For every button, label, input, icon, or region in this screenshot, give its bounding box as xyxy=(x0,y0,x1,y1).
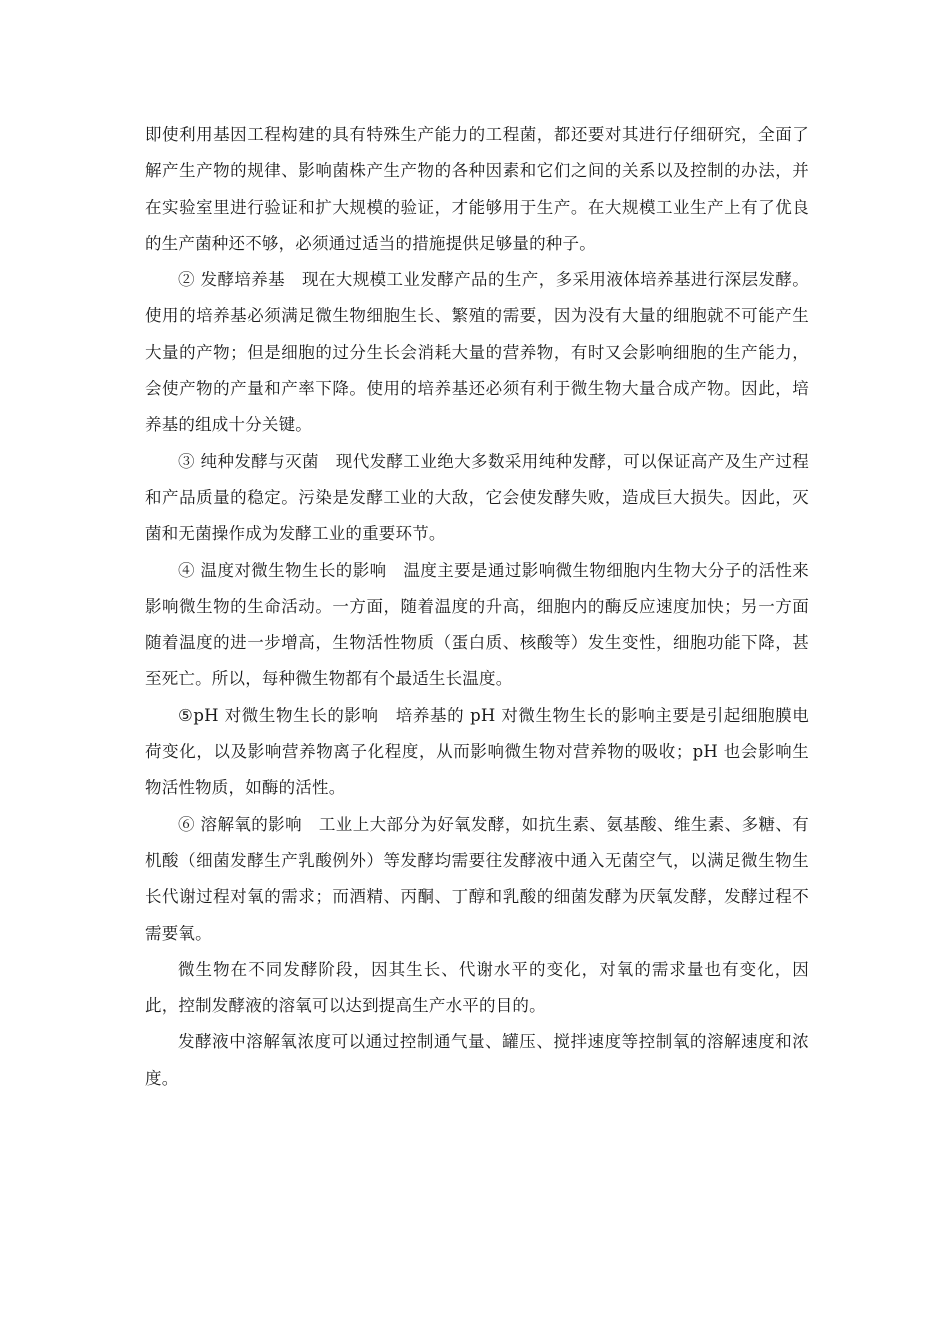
paragraph-oxygen-control: 发酵液中溶解氧浓度可以通过控制通气量、罐压、搅拌速度等控制氧的溶解速度和浓度。 xyxy=(145,1032,809,1088)
paragraph-dissolved-oxygen: ⑥ 溶解氧的影响 工业上大部分为好氧发酵，如抗生素、氨基酸、维生素、多糖、有机酸（细菌发酵生产乳酸例外）等发酵均需要往发酵液中通入无菌空气，以满足微生物生长代谢过程对氧的需求；而酒精、丙酮、丁醇和乳酸的细菌发酵为厌氧发酵，发酵过程不需要氧。 xyxy=(145,814,809,943)
paragraph-fermentation-medium: ② 发酵培养基 现在大规模工业发酵产品的生产，多采用液体培养基进行深层发酵。使用的培养基必须满足微生物细胞生长、繁殖的需要，因为没有大量的细胞就不可能产生大量的产物；但是细胞的过分生长会消耗大量的营养物，有时又会影响细胞的生产能力，会使产物的产量和产率下降。使用的培养基还必须有利于微生物大量合成产物。因此，培养基的组成十分关键。 xyxy=(145,270,809,435)
paragraph-ph-effect: ⑤pH 对微生物生长的影响 培养基的 pH 对微生物生长的影响主要是引起细胞膜电荷变化，以及影响营养物离子化程度，从而影响微生物对营养物的吸收；pH 也会影响生物活性物质，如酶的活性。 xyxy=(145,705,809,798)
paragraph-oxygen-demand-stages: 微生物在不同发酵阶段，因其生长、代谢水平的变化，对氧的需求量也有变化，因此，控制发酵液的溶氧可以达到提高生产水平的目的。 xyxy=(145,959,809,1016)
document-body xyxy=(145,117,809,1097)
paragraph-pure-culture-sterilization: ③ 纯种发酵与灭菌 现代发酵工业绝大多数采用纯种发酵，可以保证高产及生产过程和产品质量的稳定。污染是发酵工业的大敌，它会使发酵失败，造成巨大损失。因此，灭菌和无菌操作成为发酵工业的重要环节。 xyxy=(145,451,809,544)
paragraph-engineered-strain: 即使利用基因工程构建的具有特殊生产能力的工程菌，都还要对其进行仔细研究，全面了解产生产物的规律、影响菌株产生产物的各种因素和它们之间的关系以及控制的办法，并在实验室里进行验证和扩大规模的验证，才能够用于生产。在大规模工业生产上有了优良的生产菌种还不够，必须通过适当的措施提供足够量的种子。 xyxy=(145,125,809,253)
paragraph-temperature-effect: ④ 温度对微生物生长的影响 温度主要是通过影响微生物细胞内生物大分子的活性来影响微生物的生命活动。一方面，随着温度的升高，细胞内的酶反应速度加快；另一方面随着温度的进一步增高，生物活性物质（蛋白质、核酸等）发生变性，细胞功能下降，甚至死亡。所以，每种微生物都有个最适生长温度。 xyxy=(145,560,809,689)
